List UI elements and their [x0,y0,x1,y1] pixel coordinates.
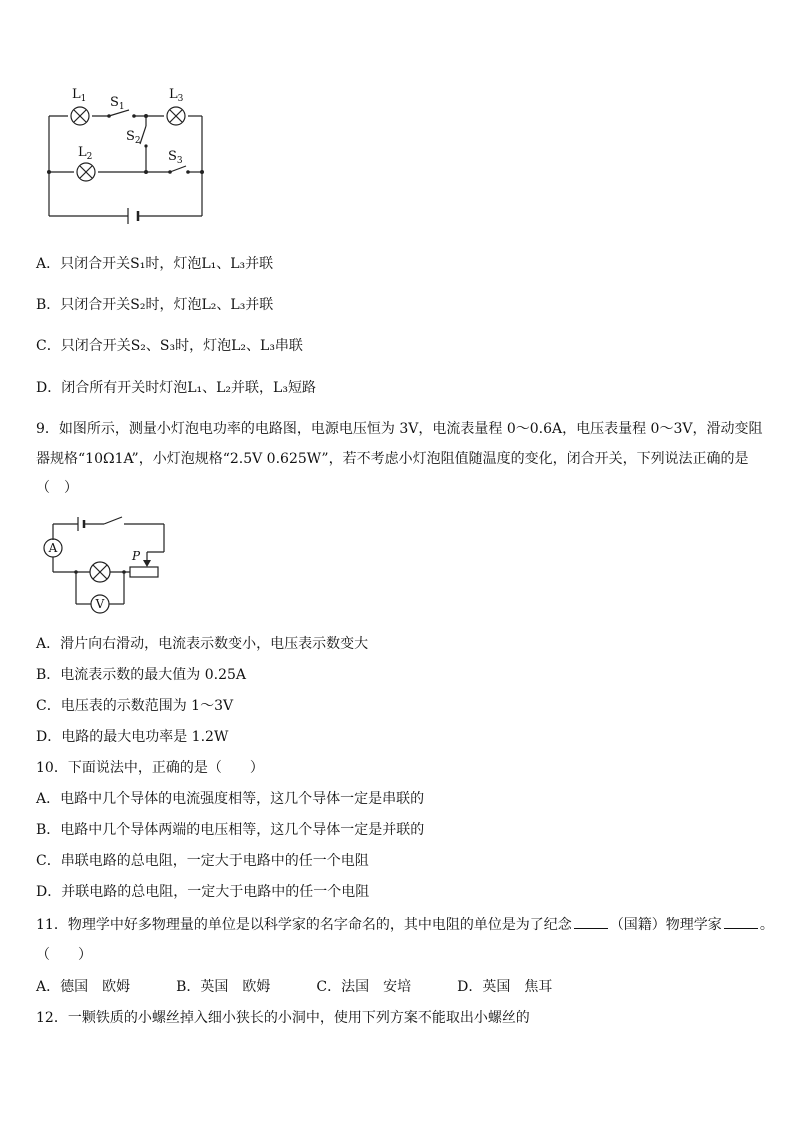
q12-stem: 12．一颗铁质的小螺丝掉入细小狭长的小洞中，使用下列方案不能取出小螺丝的 [36,1010,530,1026]
q10-option-a: A．电路中几个导体的电流强度相等，这几个导体一定是串联的 [36,791,425,807]
q10-option-d: D．并联电路的总电阻，一定大于电路中的任一个电阻 [36,884,370,900]
q11-text-a: 11．物理学中好多物理量的单位是以科学家的名字命名的，其中电阻的单位是为了纪念 [36,917,572,933]
voltmeter-label: V [95,597,105,611]
q11-option-a: A．德国 欧姆 [36,979,131,995]
q9-option-d: D．电路的最大电功率是 1.2W [36,729,229,745]
q11-options [36,977,598,997]
q11-text-c: 。 [759,917,774,933]
q9-stem: 9．如图所示，测量小灯泡电功率的电路图，电源电压恒为 3V，电流表量程 0～0.6A，电压表量程 0～3V，滑动变阻器规格“10Ω1A”，小灯泡规格“2.5V 0.625W”，若不考虑小灯泡阻值随温度的变化，闭合开关，下列说法正确的是 [36,421,763,467]
label-s1: $S_1$ [110,95,125,112]
label-l3: $L_3$ [169,87,184,104]
q9-paren: （ ） [36,480,78,496]
q11-option-b: B．英国 欧姆 [176,979,271,995]
q9-option-b: B．电流表示数的最大值为 0.25A [36,667,247,683]
q11-option-d: D．英国 焦耳 [457,979,553,995]
q10-option-b: B．电路中几个导体两端的电压相等，这几个导体一定是并联的 [36,822,425,838]
label-l2: $L_2$ [78,145,93,162]
q8-option-d: D．闭合所有开关时灯泡L₁、L₂并联，L₃短路 [36,380,316,396]
q9-option-c: C．电压表的示数范围为 1～3V [36,698,234,714]
q9-option-a: A．滑片向右滑动，电流表示数变小，电压表示数变大 [36,636,369,652]
q10-option-c: C．串联电路的总电阻，一定大于电路中的任一个电阻 [36,853,369,869]
slider-label: P [131,549,141,563]
ammeter-label: A [48,541,58,555]
label-l1: $L_1$ [72,87,87,104]
q11-blank-scientist [724,914,758,929]
label-s3: $S_3$ [168,149,183,166]
q10-stem: 10．下面说法中，正确的是（ ） [36,760,264,776]
circuit-diagram-1 [40,84,220,226]
q11-blank-nationality [574,914,608,929]
label-s2: $S_2$ [126,129,141,146]
q11-text-b: （国籍）物理学家 [609,917,722,933]
q8-option-b: B．只闭合开关S₂时，灯泡L₂、L₃并联 [36,297,274,313]
q8-option-c: C．只闭合开关S₂、S₃时，灯泡L₂、L₃串联 [36,338,303,354]
q11-paren: （ ） [36,947,92,963]
q11-stem [36,914,774,935]
q11-option-c: C．法国 安培 [316,979,412,995]
circuit-diagram-2 [40,510,170,616]
q8-option-a: A．只闭合开关S₁时，灯泡L₁、L₃并联 [36,256,274,272]
